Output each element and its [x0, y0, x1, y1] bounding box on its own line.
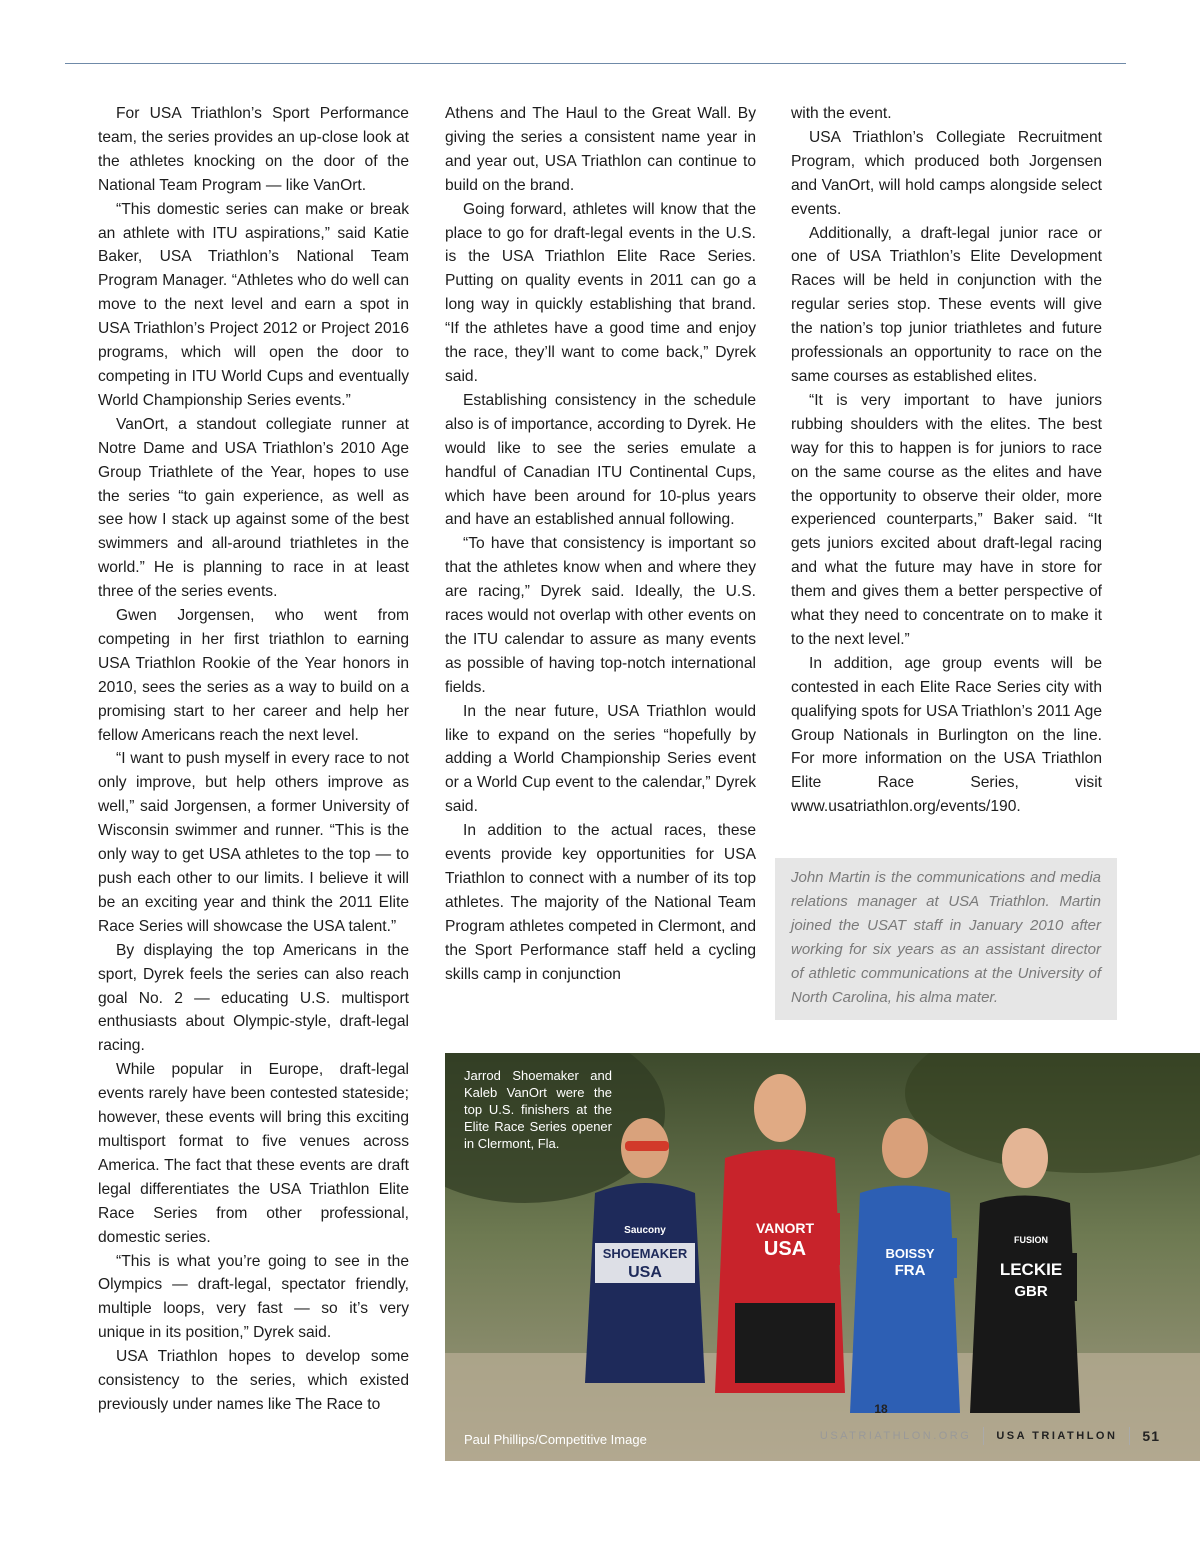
race-photo	[445, 1053, 1200, 1461]
article-paragraph: “To have that consistency is important so that the athletes know when and where they are racing,” Dyrek said. Ideally, the U.S. races would not overlap with other events on the ITU calendar to assure as many events as possible of having top-notch international fields.	[445, 535, 756, 696]
bib-shoemaker-country: USA	[628, 1264, 662, 1281]
article-paragraph: Going forward, athletes will know that the place to go for draft-legal events in the U.S. is the USA Triathlon Elite Race Series. Putting on quality events in 2011 can go a long way in quickly establishing that brand. “If the athletes have a good time and enjoy the race, they’ll want to come back,” Dyrek said.	[445, 200, 756, 385]
footer-divider	[1129, 1427, 1130, 1445]
race-number: 18	[874, 1402, 888, 1416]
page-footer	[820, 1426, 1160, 1446]
bib-leckie-name: LECKIE	[999, 1260, 1063, 1279]
footer-divider	[983, 1427, 984, 1445]
article-paragraph: “This domestic series can make or break an athlete with ITU aspirations,” said Katie Baker, USA Triathlon’s National Team Program Manager. “Athletes who do well can move to the next level and earn a spot in USA Triathlon’s Project 2012 or Project 2016 programs, which will open the door to competing in ITU World Cups and eventually World Championship Series events.”	[98, 200, 409, 409]
bib-vanort-country: USA	[763, 1238, 807, 1260]
page-number: 51	[1142, 1428, 1160, 1444]
article-paragraph: For USA Triathlon’s Sport Performance team, the series provides an up-close look at the athletes knocking on the door of the National Team Program — like VanOrt.	[98, 105, 409, 194]
article-column-2	[445, 102, 756, 987]
bib-boissy-name: BOISSY	[885, 1246, 935, 1261]
article-column-1	[98, 102, 409, 1417]
author-bio-box	[775, 858, 1117, 1020]
author-bio: John Martin is the communications and media relations manager at USA Triathlon. Martin joined the USAT staff in January 2010 after working for six years as an assistant director of athletic communications at the University of North Carolina, his alma mater.	[791, 869, 1101, 1006]
article-paragraph: In addition to the actual races, these events provide key opportunities for USA Triathlon to connect with a number of its top athletes. The majority of the National Team Program athletes competed in Clermont, and the Sport Performance staff held a cycling skills camp in conjunction	[445, 822, 756, 983]
article-paragraph: In addition, age group events will be contested in each Elite Race Series city with qualifying spots for USA Triathlon’s 2011 Age Group Nationals in Burlington on the line. For more information on the USA Triathlon Elite Race Series, visit www.usatriathlon.org/events/190.	[791, 654, 1102, 816]
photo-credit: Paul Phillips/Competitive Image	[464, 1432, 647, 1447]
article-paragraph: USA Triathlon hopes to develop some consistency to the series, which existed previously under names like The Race to	[98, 1348, 409, 1413]
article-paragraph: While popular in Europe, draft-legal events rarely have been contested stateside; however, these events will bring this exciting multisport format to five venues across America. The fact that these events are draft legal differentiates the USA Triathlon Elite Race Series from other professional, domestic series.	[98, 1061, 409, 1246]
article-paragraph: “This is what you’re going to see in the Olympics — draft-legal, spectator friendly, multiple loops, very fast — so it’s very unique in its position,” Dyrek said.	[98, 1252, 409, 1342]
bib-boissy-country: FRA	[894, 1262, 926, 1279]
article-paragraph: Gwen Jorgensen, who went from competing in her first triathlon to earning USA Triathlon Rookie of the Year honors in 2010, sees the series as a way to build on a promising start to her career and help her fellow Americans reach the next level.	[98, 607, 409, 744]
top-rule	[65, 63, 1126, 64]
article-paragraph: “I want to push myself in every race to not only improve, but help others improve as well,” said Jorgensen, a former University of Wisconsin swimmer and runner. “This is the only way to get USA athletes to the top — to push each other to our limits. I believe it will be an exciting year and think the 2011 Elite Race Series will showcase the USA talent.”	[98, 750, 409, 935]
footer-site: USATRIATHLON.ORG	[819, 1430, 972, 1442]
bib-vanort-name: VANORT	[755, 1220, 815, 1236]
article-paragraph: with the event.	[791, 105, 892, 122]
article-paragraph: Athens and The Haul to the Great Wall. By giving the series a consistent name year in and year out, USA Triathlon can continue to build on the brand.	[445, 105, 756, 194]
article-paragraph: VanOrt, a standout collegiate runner at Notre Dame and USA Triathlon’s 2010 Age Group Triathlete of the Year, hopes to use the series “to gain experience, as well as see how I stack up against some of the best swimmers and all-around triathletes in the world.” He is planning to race in at least three of the series events.	[98, 415, 409, 601]
bib-shoemaker-name: SHOEMAKER	[602, 1246, 688, 1261]
photo-caption: Jarrod Shoemaker and Kaleb VanOrt were the top U.S. finishers at the Elite Race Series opener in Clermont, Fla.	[464, 1068, 612, 1151]
article-paragraph: USA Triathlon’s Collegiate Recruitment Program, which produced both Jorgensen and VanOrt, will hold camps alongside select events.	[791, 128, 1102, 218]
footer-magazine: USA TRIATHLON	[996, 1430, 1118, 1442]
article-paragraph: Establishing consistency in the schedule also is of importance, according to Dyrek. He would like to see the series emulate a handful of Canadian ITU Continental Cups, which have been around for 10-plus years and have an established annual following.	[445, 391, 756, 529]
article-paragraph: By displaying the top Americans in the sport, Dyrek feels the series can also reach goal No. 2 — educating U.S. multisport enthusiasts about Olympic-style, draft-legal racing.	[98, 941, 409, 1055]
bib-leckie-country: GBR	[1014, 1283, 1048, 1300]
article-paragraph: In the near future, USA Triathlon would like to expand on the series “hopefully by adding a World Championship Series event or a World Cup event to the calendar,” Dyrek said.	[445, 702, 756, 816]
bib-leckie-team: FUSION	[1013, 1235, 1049, 1245]
bib-shoemaker-brand: Saucony	[624, 1225, 666, 1236]
article-column-3	[791, 102, 1102, 819]
article-paragraph: “It is very important to have juniors rubbing shoulders with the elites. The best way for this to happen is for juniors to race on the same course as the elites and have the opportunity to observe their older, more experienced counterparts,” Baker said. “It gets juniors excited about draft-legal racing and what the future may have in store for them and gives them a better perspective of what they need to concentrate on to make it to the next level.”	[791, 391, 1102, 648]
article-paragraph: Additionally, a draft-legal junior race or one of USA Triathlon’s Elite Development Races will be held in conjunction with the regular series stop. These events will give the nation’s top junior triathletes and future professionals an opportunity to race on the same courses as established elites.	[791, 224, 1102, 385]
